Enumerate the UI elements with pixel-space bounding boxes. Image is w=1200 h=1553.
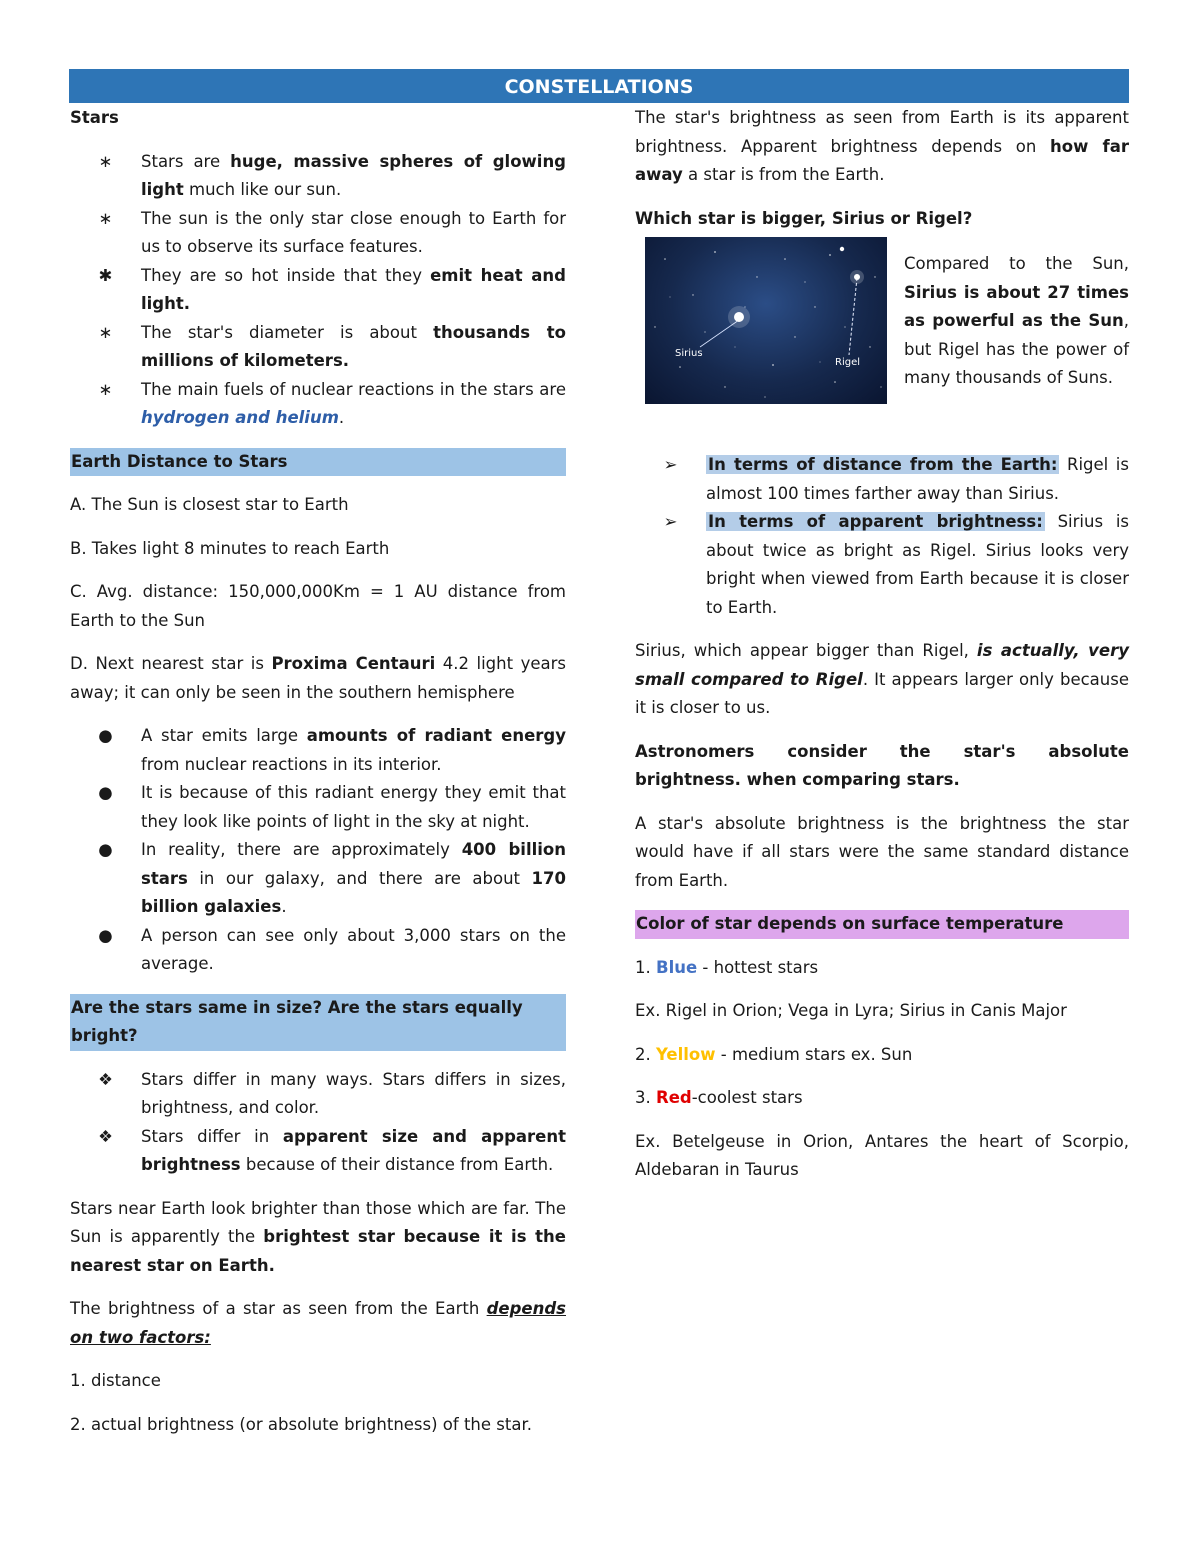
- distance-highlight: In terms of distance from the Earth:: [708, 455, 1058, 474]
- color-3-number: 3.: [635, 1088, 656, 1107]
- text-run: It is because of this radiant energy they emit that they look like points of light in the sky at night.: [141, 783, 566, 831]
- asterisk-bullet-icon: ✱: [98, 265, 113, 285]
- text-run: amounts of radiant energy: [306, 726, 566, 745]
- list-item: [635, 508, 1129, 622]
- list-item: [70, 1066, 566, 1123]
- sirius-size-paragraph: [635, 637, 1129, 723]
- bigger-star-heading: Which star is bigger, Sirius or Rigel?: [635, 208, 973, 228]
- apparent-brightness-paragraph: [635, 104, 1129, 190]
- arrow-bullet-icon: ➢: [663, 455, 678, 474]
- text-run: A person can see only about 3,000 stars on the average.: [141, 925, 566, 973]
- color-1-text: - hottest stars: [697, 957, 819, 977]
- list-item-text: [141, 209, 566, 257]
- background-stars: [654, 251, 881, 397]
- text-run: from nuclear reactions in its interior.: [141, 754, 442, 774]
- list-item: [70, 836, 566, 922]
- text-run: in our galaxy, and there are about: [187, 868, 532, 888]
- energy-bullet-list: [70, 722, 566, 979]
- list-item-text: [141, 380, 566, 428]
- text-run: hydrogen and helium: [141, 408, 339, 427]
- stars-bullet-list: [70, 148, 566, 433]
- apparent-text: The star's brightness as seen from Earth is its apparent brightness. Apparent brightness depends on: [635, 108, 1129, 156]
- dot-bullet-icon: ●: [98, 783, 113, 802]
- blue-label: Blue: [656, 957, 698, 977]
- star-field-graphic: [645, 237, 887, 404]
- asterisk-bullet-icon: ∗: [98, 379, 113, 399]
- list-item: [70, 148, 566, 205]
- factor-1: 1. distance: [70, 1371, 161, 1390]
- section-heading-size: Are the stars same in size? Are the stars equally bright?: [70, 994, 566, 1051]
- proxima-centauri-label: Proxima Centauri: [271, 654, 436, 673]
- color-2-number: 2.: [635, 1044, 656, 1064]
- list-item: [70, 205, 566, 262]
- sirius-star: [734, 312, 744, 322]
- text-run: apparent size and apparent brightness: [141, 1126, 567, 1174]
- sirius-rest: . It appears larger only because it is closer to us.: [635, 669, 1129, 717]
- list-item-text: [141, 1127, 566, 1175]
- color-item-red: [635, 1084, 1129, 1113]
- rigel-pointer-line: [849, 278, 857, 355]
- distance-comparison-text: Rigel is almost 100 times farther away than Sirius.: [706, 455, 1129, 503]
- text-run: emit heat and light.: [141, 265, 566, 313]
- sirius-text: Sirius, which appear bigger than Rigel,: [635, 641, 977, 660]
- red-label: Red: [656, 1088, 692, 1107]
- brightness-highlight: In terms of apparent brightness:: [708, 512, 1043, 531]
- color-item-yellow: [635, 1041, 1129, 1070]
- list-item-text: [141, 266, 566, 314]
- text-run: .: [281, 897, 287, 916]
- astronomers-paragraph: Astronomers consider the star's absolute brightness. when comparing stars.: [635, 741, 1129, 789]
- factors-paragraph: [70, 1295, 566, 1352]
- dot-bullet-icon: ●: [98, 726, 113, 745]
- list-item: [70, 722, 566, 779]
- section-heading-color: Color of star depends on surface temperature: [635, 910, 1129, 939]
- arrow-bullet-icon: ➢: [663, 512, 678, 531]
- color-1-number: 1.: [635, 957, 656, 977]
- text-run: thousands to millions of kilometers.: [141, 322, 566, 370]
- text-run: In reality, there are approximately: [141, 840, 462, 859]
- near-earth-paragraph: [70, 1195, 566, 1281]
- distance-item-d: [70, 650, 566, 707]
- right-column: [635, 104, 1129, 1185]
- compare-rest: , but Rigel has the power of many thousands of Suns.: [904, 311, 1129, 387]
- sirius-bold: is actually, very small compared to Rigel: [635, 641, 1129, 689]
- text-run: 400 billion stars: [141, 840, 566, 888]
- text-run: 170 billion galaxies: [141, 868, 566, 916]
- rigel-star: [854, 274, 860, 280]
- list-item: [70, 262, 566, 319]
- asterisk-bullet-icon: ∗: [98, 151, 113, 171]
- list-item-text: [141, 1070, 566, 1118]
- yellow-label: Yellow: [656, 1044, 716, 1064]
- compare-bold: Sirius is about 27 times as powerful as the Sun: [904, 282, 1129, 330]
- distance-d-rest: 4.2 light years away; it can only be seen in the southern hemisphere: [70, 654, 566, 702]
- factors-bold: depends on two factors:: [70, 1299, 566, 1347]
- color-item-blue: [635, 954, 1129, 983]
- brightness-comparison-text: Sirius is about twice as bright as Rigel. Sirius looks very bright when viewed from Earth because it is closer to Earth.: [706, 512, 1129, 617]
- list-item: [635, 451, 1129, 508]
- absolute-brightness-paragraph: A star's absolute brightness is the brightness the star would have if all stars were the same standard distance from Earth.: [635, 813, 1129, 890]
- sirius-label: Sirius: [675, 348, 703, 359]
- rigel-label: Rigel: [835, 357, 861, 368]
- comparison-arrow-list: [635, 451, 1129, 622]
- distance-item-a: A. The Sun is closest star to Earth: [70, 495, 349, 514]
- text-run: Stars are: [141, 151, 231, 171]
- compare-text: Compared to the Sun,: [904, 254, 1129, 273]
- color-example-blue: Ex. Rigel in Orion; Vega in Lyra; Sirius in Canis Major: [635, 1001, 1067, 1020]
- text-run: Stars differ in: [141, 1126, 283, 1146]
- color-example-red: Ex. Betelgeuse in Orion, Antares the heart of Scorpio, Aldebaran in Taurus: [635, 1131, 1129, 1179]
- list-item-text: [141, 926, 566, 974]
- apparent-bold: how far away: [635, 136, 1129, 184]
- distance-d-text: D. Next nearest star is: [70, 654, 272, 673]
- distance-item-b: B. Takes light 8 minutes to reach Earth: [70, 538, 390, 558]
- document-title: CONSTELLATIONS: [69, 69, 1129, 103]
- near-earth-bold: brightest star because it is the nearest star on Earth.: [70, 1227, 566, 1275]
- color-2-text: - medium stars ex. Sun: [715, 1044, 913, 1064]
- list-item-text: [141, 726, 566, 774]
- list-item: [70, 376, 566, 433]
- text-run: because of their distance from Earth.: [240, 1155, 554, 1174]
- list-item-text: [141, 152, 566, 200]
- text-run: They are so hot inside that they: [141, 265, 431, 285]
- list-item: [70, 779, 566, 836]
- list-item-text: [141, 323, 566, 371]
- orion-star-icon: [840, 247, 844, 251]
- apparent-rest: a star is from the Earth.: [682, 165, 885, 184]
- text-run: much like our sun.: [183, 180, 342, 199]
- sirius-rigel-image: [645, 237, 887, 404]
- list-item: [70, 319, 566, 376]
- stars-heading: Stars: [70, 108, 119, 127]
- color-3-text: -coolest stars: [691, 1088, 803, 1107]
- section-heading-distance: Earth Distance to Stars: [70, 448, 566, 477]
- diamond-bullet-icon: ❖: [98, 1069, 113, 1089]
- list-item-text: [141, 783, 566, 831]
- text-run: The sun is the only star close enough to Earth for us to observe its surface features.: [141, 208, 566, 256]
- diamond-bullet-icon: ❖: [98, 1126, 113, 1146]
- asterisk-bullet-icon: ∗: [98, 208, 113, 228]
- distance-item-c: C. Avg. distance: 150,000,000Km = 1 AU distance from Earth to the Sun: [70, 582, 566, 630]
- factors-text: The brightness of a star as seen from the Earth: [70, 1299, 487, 1318]
- text-run: The main fuels of nuclear reactions in the stars are: [141, 379, 566, 399]
- factor-2: 2. actual brightness (or absolute brightness) of the star.: [70, 1414, 532, 1434]
- text-run: The star's diameter is about: [141, 322, 434, 342]
- text-run: .: [338, 408, 345, 427]
- list-item-text: [141, 840, 566, 916]
- text-run: Stars differ in many ways. Stars differs in sizes, brightness, and color.: [141, 1069, 566, 1117]
- list-item: [70, 1123, 566, 1180]
- list-item: [70, 922, 566, 979]
- dot-bullet-icon: ●: [98, 925, 113, 945]
- size-bullet-list: [70, 1066, 566, 1180]
- compare-sun-paragraph: [904, 250, 1129, 393]
- asterisk-bullet-icon: ∗: [98, 322, 113, 342]
- text-run: A star emits large: [141, 726, 307, 745]
- dot-bullet-icon: ●: [98, 840, 113, 859]
- left-column: [70, 104, 566, 1439]
- near-earth-text: Stars near Earth look brighter than those which are far. The Sun is apparently the: [70, 1198, 566, 1246]
- text-run: huge, massive spheres of glowing light: [141, 151, 566, 199]
